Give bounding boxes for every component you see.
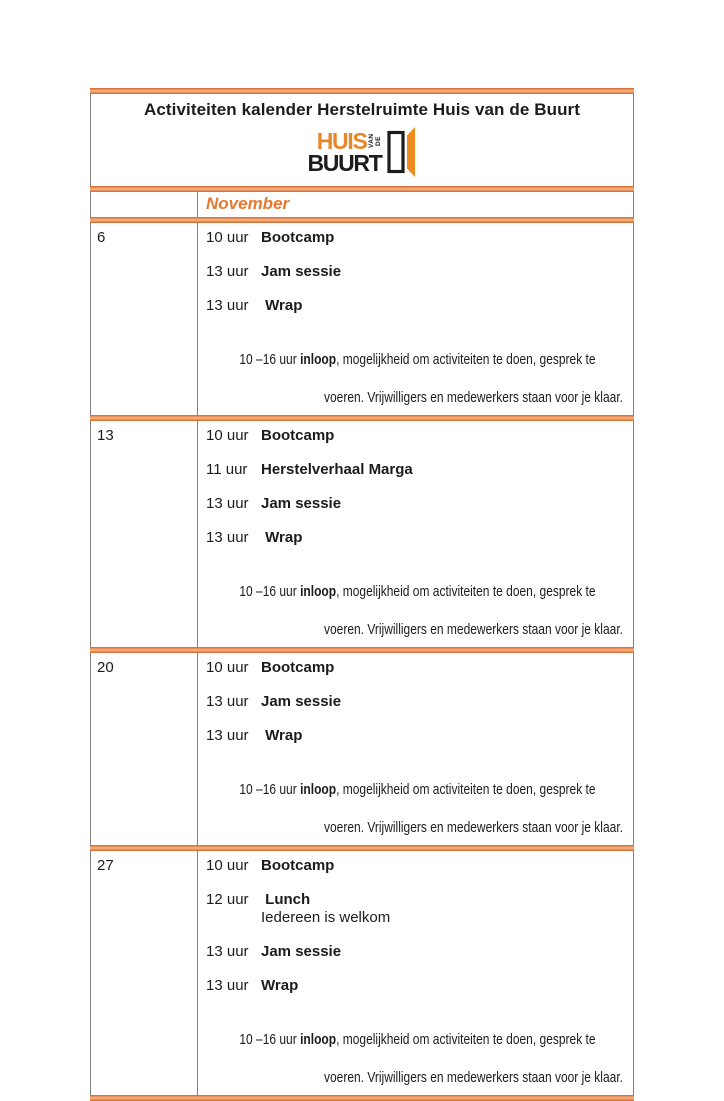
inloop-time: 10 –16 uur [239, 583, 301, 600]
activity-time: 13 uur [206, 297, 249, 314]
inloop-title: inloop [300, 1031, 337, 1048]
date-cell-empty [91, 192, 198, 217]
activities-cell [198, 851, 633, 1095]
date-label: 20 [97, 659, 114, 676]
activity-time: 13 uur [206, 727, 249, 744]
inloop-paragraph [206, 563, 623, 641]
activity-line [206, 229, 623, 247]
activity-time: 13 uur [206, 263, 249, 280]
activity-line [206, 297, 623, 315]
activity-name: Bootcamp [261, 857, 335, 874]
date-label: 27 [97, 857, 114, 874]
activity-name: Bootcamp [261, 659, 335, 676]
activity-time: 10 uur [206, 427, 249, 444]
activity-name: Bootcamp [261, 427, 335, 444]
activity-time: 10 uur [206, 229, 249, 246]
activity-line [206, 891, 623, 927]
activity-time: 13 uur [206, 693, 249, 710]
inloop-paragraph [206, 331, 623, 409]
activity-time: 11 uur [206, 461, 248, 478]
activity-time: 12 uur [206, 891, 249, 908]
activity-time: 13 uur [206, 977, 249, 994]
inloop-description: , mogelijkheid om activiteiten te doen, gesprek te [336, 583, 596, 600]
activity-note: Iedereen is welkom [261, 909, 391, 926]
activity-name: Jam sessie [261, 693, 342, 710]
logo-text-block [307, 127, 382, 176]
logo-huis-text: HUIS [316, 127, 367, 154]
activity-time: 10 uur [206, 857, 249, 874]
inloop-title: inloop [300, 583, 337, 600]
date-cell [91, 223, 198, 415]
activity-line [206, 943, 623, 961]
inloop-paragraph [206, 1011, 623, 1089]
activity-name: Wrap [261, 529, 303, 546]
inloop-description-line2: voeren. Vrijwilligers en medewerkers staan voor je klaar. [323, 621, 623, 638]
month-header-row [90, 192, 634, 217]
inloop-description: , mogelijkheid om activiteiten te doen, gesprek te [336, 351, 596, 368]
inloop-title: inloop [300, 781, 337, 798]
activities-cell [198, 223, 633, 415]
activity-line [206, 693, 623, 711]
inloop-time: 10 –16 uur [239, 351, 301, 368]
activity-line [206, 857, 623, 875]
inloop-time: 10 –16 uur [239, 781, 301, 798]
open-door-icon [387, 125, 417, 179]
logo-van-de-text: VAN DE [367, 133, 382, 148]
date-label: 13 [97, 427, 114, 444]
inloop-paragraph [206, 761, 623, 839]
activity-time: 10 uur [206, 659, 249, 676]
activity-name: Wrap [261, 297, 303, 314]
activity-line [206, 461, 623, 479]
inloop-description-line2: voeren. Vrijwilligers en medewerkers staan voor je klaar. [323, 389, 623, 406]
activity-line [206, 529, 623, 547]
activity-line [206, 977, 623, 995]
activity-time: 13 uur [206, 495, 249, 512]
activities-cell [198, 421, 633, 647]
activity-calendar-table [90, 88, 634, 1101]
activity-name: Wrap [261, 977, 299, 994]
activity-name: Jam sessie [261, 495, 342, 512]
activity-line [206, 727, 623, 745]
activity-time: 13 uur [206, 943, 249, 960]
table-row [90, 653, 634, 845]
inloop-description: , mogelijkheid om activiteiten te doen, gesprek te [336, 781, 596, 798]
inloop-title: inloop [300, 351, 337, 368]
inloop-description-line2: voeren. Vrijwilligers en medewerkers staan voor je klaar. [323, 1069, 623, 1086]
calendar-rows [90, 217, 634, 1101]
activity-line [206, 263, 623, 281]
table-row [90, 851, 634, 1095]
activities-list [206, 427, 623, 547]
logo-buurt-text: BUURT [307, 149, 382, 176]
activity-name: Bootcamp [261, 229, 335, 246]
activity-name: Jam sessie [261, 263, 342, 280]
table-row [90, 223, 634, 415]
date-cell [91, 653, 198, 845]
activity-name: Wrap [261, 727, 303, 744]
date-label: 6 [97, 229, 106, 246]
table-row [90, 421, 634, 647]
page-title: Activiteiten kalender Herstelruimte Huis van de Buurt [143, 100, 581, 119]
activities-list [206, 659, 623, 745]
activities-list [206, 857, 623, 995]
date-cell [91, 851, 198, 1095]
inloop-description-line2: voeren. Vrijwilligers en medewerkers staan voor je klaar. [323, 819, 623, 836]
date-cell [91, 421, 198, 647]
activity-line [206, 427, 623, 445]
activity-line [206, 659, 623, 677]
table-border-bottom [90, 1095, 634, 1101]
activities-list [206, 229, 623, 315]
activity-line [206, 495, 623, 513]
activity-name: Herstelverhaal Marga [261, 461, 413, 478]
month-label: November [206, 194, 290, 213]
table-header-cell [90, 94, 634, 186]
activity-time: 13 uur [206, 529, 249, 546]
activity-name: Lunch [261, 891, 311, 908]
activity-name: Jam sessie [261, 943, 342, 960]
inloop-time: 10 –16 uur [239, 1031, 301, 1048]
activities-cell [198, 653, 633, 845]
inloop-description: , mogelijkheid om activiteiten te doen, gesprek te [336, 1031, 596, 1048]
huis-van-de-buurt-logo [99, 125, 625, 179]
